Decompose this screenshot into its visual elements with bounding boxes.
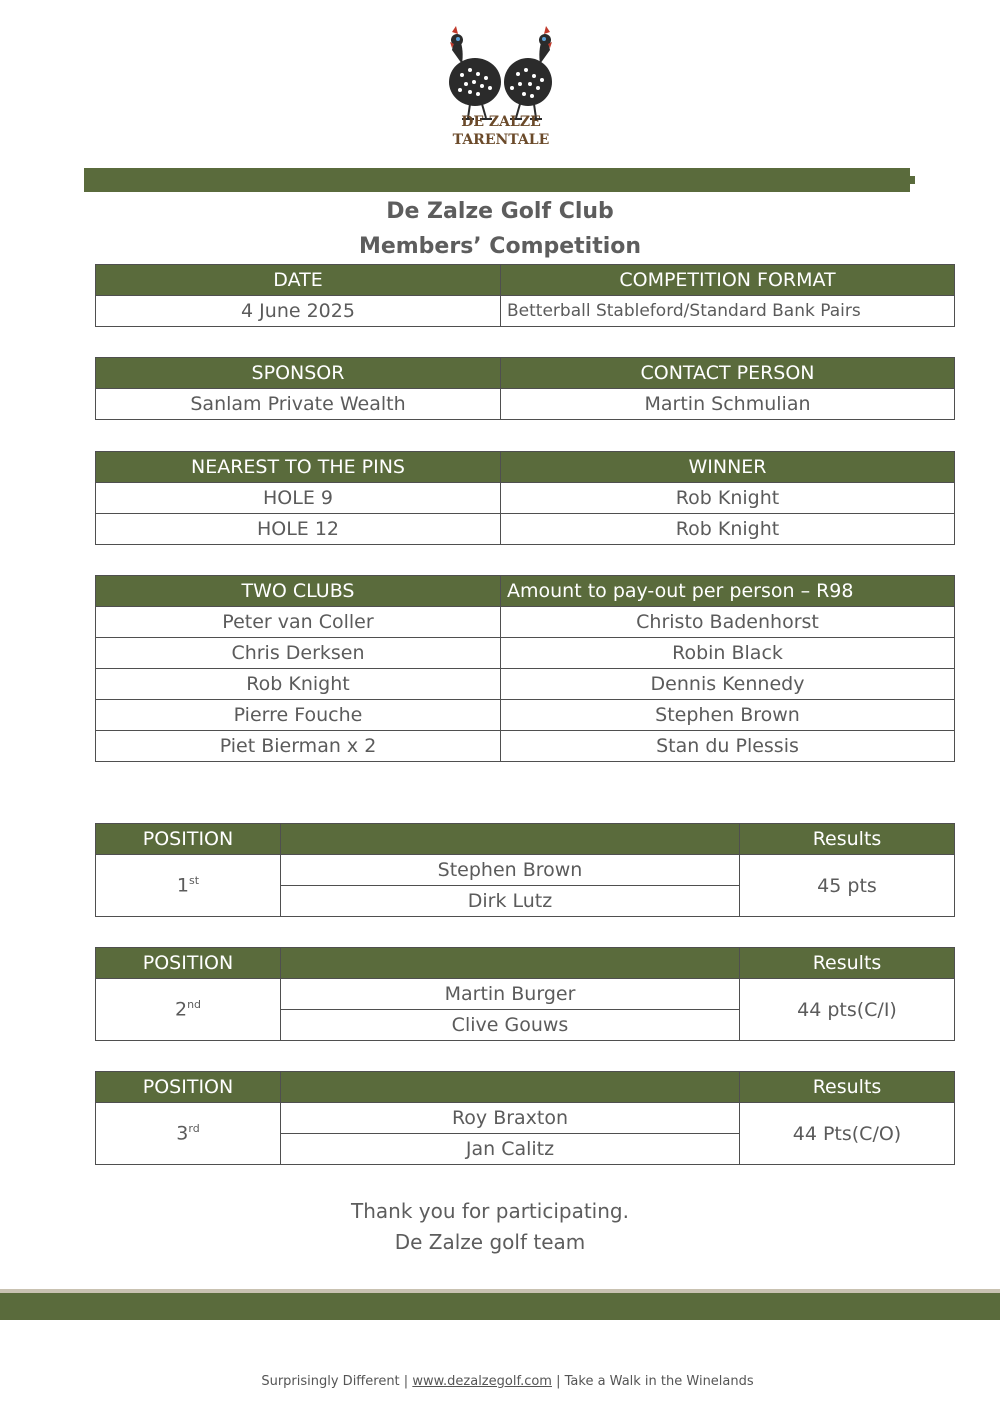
table-row: [96, 731, 955, 762]
position-header: POSITION: [96, 824, 281, 855]
score: 44 pts(C/I): [740, 979, 955, 1041]
player-name: Stephen Brown: [281, 855, 740, 886]
two-clubs-name: Stan du Plessis: [501, 731, 955, 762]
score: 44 Pts(C/O): [740, 1103, 955, 1165]
footer: [0, 1374, 1000, 1389]
results-header: Results: [740, 948, 955, 979]
footer-tagline: Surprisingly Different |: [261, 1374, 409, 1389]
sponsor-value: Sanlam Private Wealth: [96, 389, 501, 420]
names-header: [281, 1072, 740, 1103]
contact-value: Martin Schmulian: [501, 389, 955, 420]
table-row: [96, 669, 955, 700]
two-clubs-name: Robin Black: [501, 638, 955, 669]
pin-hole: HOLE 9: [96, 483, 501, 514]
table-row: [96, 638, 955, 669]
two-clubs-name: Dennis Kennedy: [501, 669, 955, 700]
position-header: POSITION: [96, 948, 281, 979]
team-signoff: De Zalze golf team: [394, 1230, 586, 1254]
table-row: [96, 607, 955, 638]
pin-winner: Rob Knight: [501, 483, 955, 514]
results-header: Results: [740, 1072, 955, 1103]
header-bar-tip: [908, 176, 915, 184]
date-format-table: [95, 264, 955, 327]
player-name: Clive Gouws: [281, 1010, 740, 1041]
footer-slogan: | Take a Walk in the Winelands: [556, 1374, 754, 1389]
position-number: 2: [174, 998, 188, 1021]
contact-header: CONTACT PERSON: [501, 358, 955, 389]
position-cell: [96, 979, 281, 1041]
score: 45 pts: [740, 855, 955, 917]
position-suffix: nd: [187, 998, 202, 1012]
guinea-fowl-left-icon: [449, 26, 501, 119]
two-clubs-name: Chris Derksen: [96, 638, 501, 669]
player-name: Dirk Lutz: [281, 886, 740, 917]
position-suffix: st: [189, 874, 200, 888]
pin-winner: Rob Knight: [501, 514, 955, 545]
two-clubs-name: Christo Badenhorst: [501, 607, 955, 638]
winner-header: WINNER: [501, 452, 955, 483]
pin-hole: HOLE 12: [96, 514, 501, 545]
format-header: COMPETITION FORMAT: [501, 265, 955, 296]
player-name: Roy Braxton: [281, 1103, 740, 1134]
logo-line2: TARENTALE: [452, 132, 550, 148]
format-value: Betterball Stableford/Standard Bank Pairs: [501, 296, 955, 327]
player-name: Martin Burger: [281, 979, 740, 1010]
position-suffix: rd: [188, 1122, 200, 1136]
table-row: [96, 700, 955, 731]
two-clubs-name: Rob Knight: [96, 669, 501, 700]
sponsor-header: SPONSOR: [96, 358, 501, 389]
results-header: Results: [740, 824, 955, 855]
website-link[interactable]: www.dezalzegolf.com: [412, 1374, 552, 1389]
pins-table: [95, 451, 955, 545]
two-clubs-header: TWO CLUBS: [96, 576, 501, 607]
position-header: POSITION: [96, 1072, 281, 1103]
names-header: [281, 948, 740, 979]
position-number: 3: [176, 1122, 189, 1145]
sponsor-table: [95, 357, 955, 420]
two-clubs-name: Peter van Coller: [96, 607, 501, 638]
names-header: [281, 824, 740, 855]
result-table-2: [95, 947, 955, 1041]
footer-bar: [0, 1293, 1000, 1320]
header-bar: [84, 168, 910, 192]
table-row: [96, 483, 955, 514]
thank-you-text: Thank you for participating.: [351, 1199, 629, 1223]
two-clubs-table: [95, 575, 955, 762]
position-cell: [96, 1103, 281, 1165]
two-clubs-name: Piet Bierman x 2: [96, 731, 501, 762]
two-clubs-name: Pierre Fouche: [96, 700, 501, 731]
club-logo: [440, 20, 562, 148]
club-title: De Zalze Golf Club: [386, 199, 614, 224]
date-value: 4 June 2025: [96, 296, 501, 327]
result-table-3: [95, 1071, 955, 1165]
player-name: Jan Calitz: [281, 1134, 740, 1165]
guinea-fowl-right-icon: [504, 26, 552, 119]
logo-line1: DE ZALZE: [461, 114, 541, 130]
pins-header: NEAREST TO THE PINS: [96, 452, 501, 483]
position-number: 1: [176, 874, 190, 897]
position-cell: [96, 855, 281, 917]
table-row: [96, 514, 955, 545]
result-table-1: [95, 823, 955, 917]
payout-header: Amount to pay-out per person – R98: [501, 576, 955, 607]
date-header: DATE: [96, 265, 501, 296]
competition-title: Members’ Competition: [358, 234, 642, 259]
two-clubs-name: Stephen Brown: [501, 700, 955, 731]
